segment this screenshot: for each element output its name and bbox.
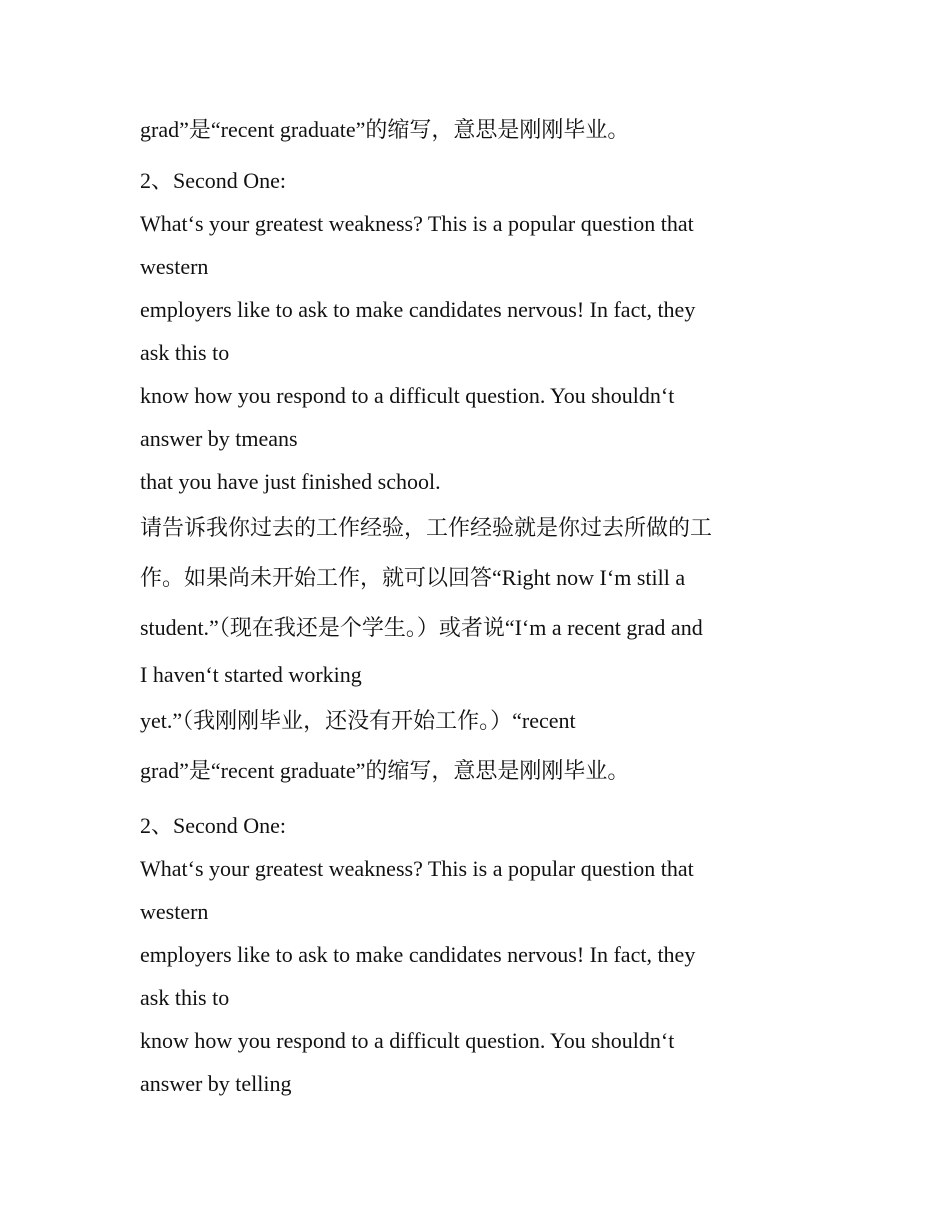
text-line: 2、Second One: — [140, 813, 287, 838]
paragraph-question-english — [140, 202, 820, 503]
text-line: employers like to ask to make candidates nervous! In fact, they — [140, 297, 696, 322]
text-line: answer by tmeans — [140, 426, 298, 451]
text-line: 2、Second One: — [140, 168, 287, 193]
text-line: grad”是“recent graduate”的缩写，意思是刚刚毕业。 — [140, 758, 630, 783]
text-line: know how you respond to a difficult question. You shouldn‘t — [140, 1028, 675, 1053]
paragraph-question-english — [140, 847, 820, 1105]
text-line: yet.”（我刚刚毕业，还没有开始工作。）“recent — [140, 708, 576, 733]
document-page — [140, 108, 820, 1105]
text-line: 作。如果尚未开始工作，就可以回答“Right now I‘m still a — [140, 565, 686, 590]
text-line: 请告诉我你过去的工作经验，工作经验就是你过去所做的工 — [140, 515, 713, 540]
text-line: ask this to — [140, 340, 230, 365]
text-line: What‘s your greatest weakness? This is a popular question that — [140, 856, 694, 881]
text-line: What‘s your greatest weakness? This is a popular question that — [140, 211, 694, 236]
text-line: western — [140, 254, 209, 279]
paragraph-abbreviation-note — [140, 108, 820, 151]
text-line: western — [140, 899, 209, 924]
text-line: grad”是“recent graduate”的缩写，意思是刚刚毕业。 — [140, 117, 630, 142]
text-line: know how you respond to a difficult question. You shouldn‘t — [140, 383, 675, 408]
section-heading — [140, 159, 820, 202]
section-heading — [140, 804, 820, 847]
text-line: answer by telling — [140, 1071, 292, 1096]
text-line: I haven‘t started working — [140, 662, 362, 687]
text-line: that you have just finished school. — [140, 469, 441, 494]
text-line: ask this to — [140, 985, 230, 1010]
text-line: employers like to ask to make candidates nervous! In fact, they — [140, 942, 696, 967]
paragraph-chinese-explanation — [140, 503, 820, 796]
text-line: student.”（现在我还是个学生。）或者说“I‘m a recent grad and — [140, 615, 703, 640]
